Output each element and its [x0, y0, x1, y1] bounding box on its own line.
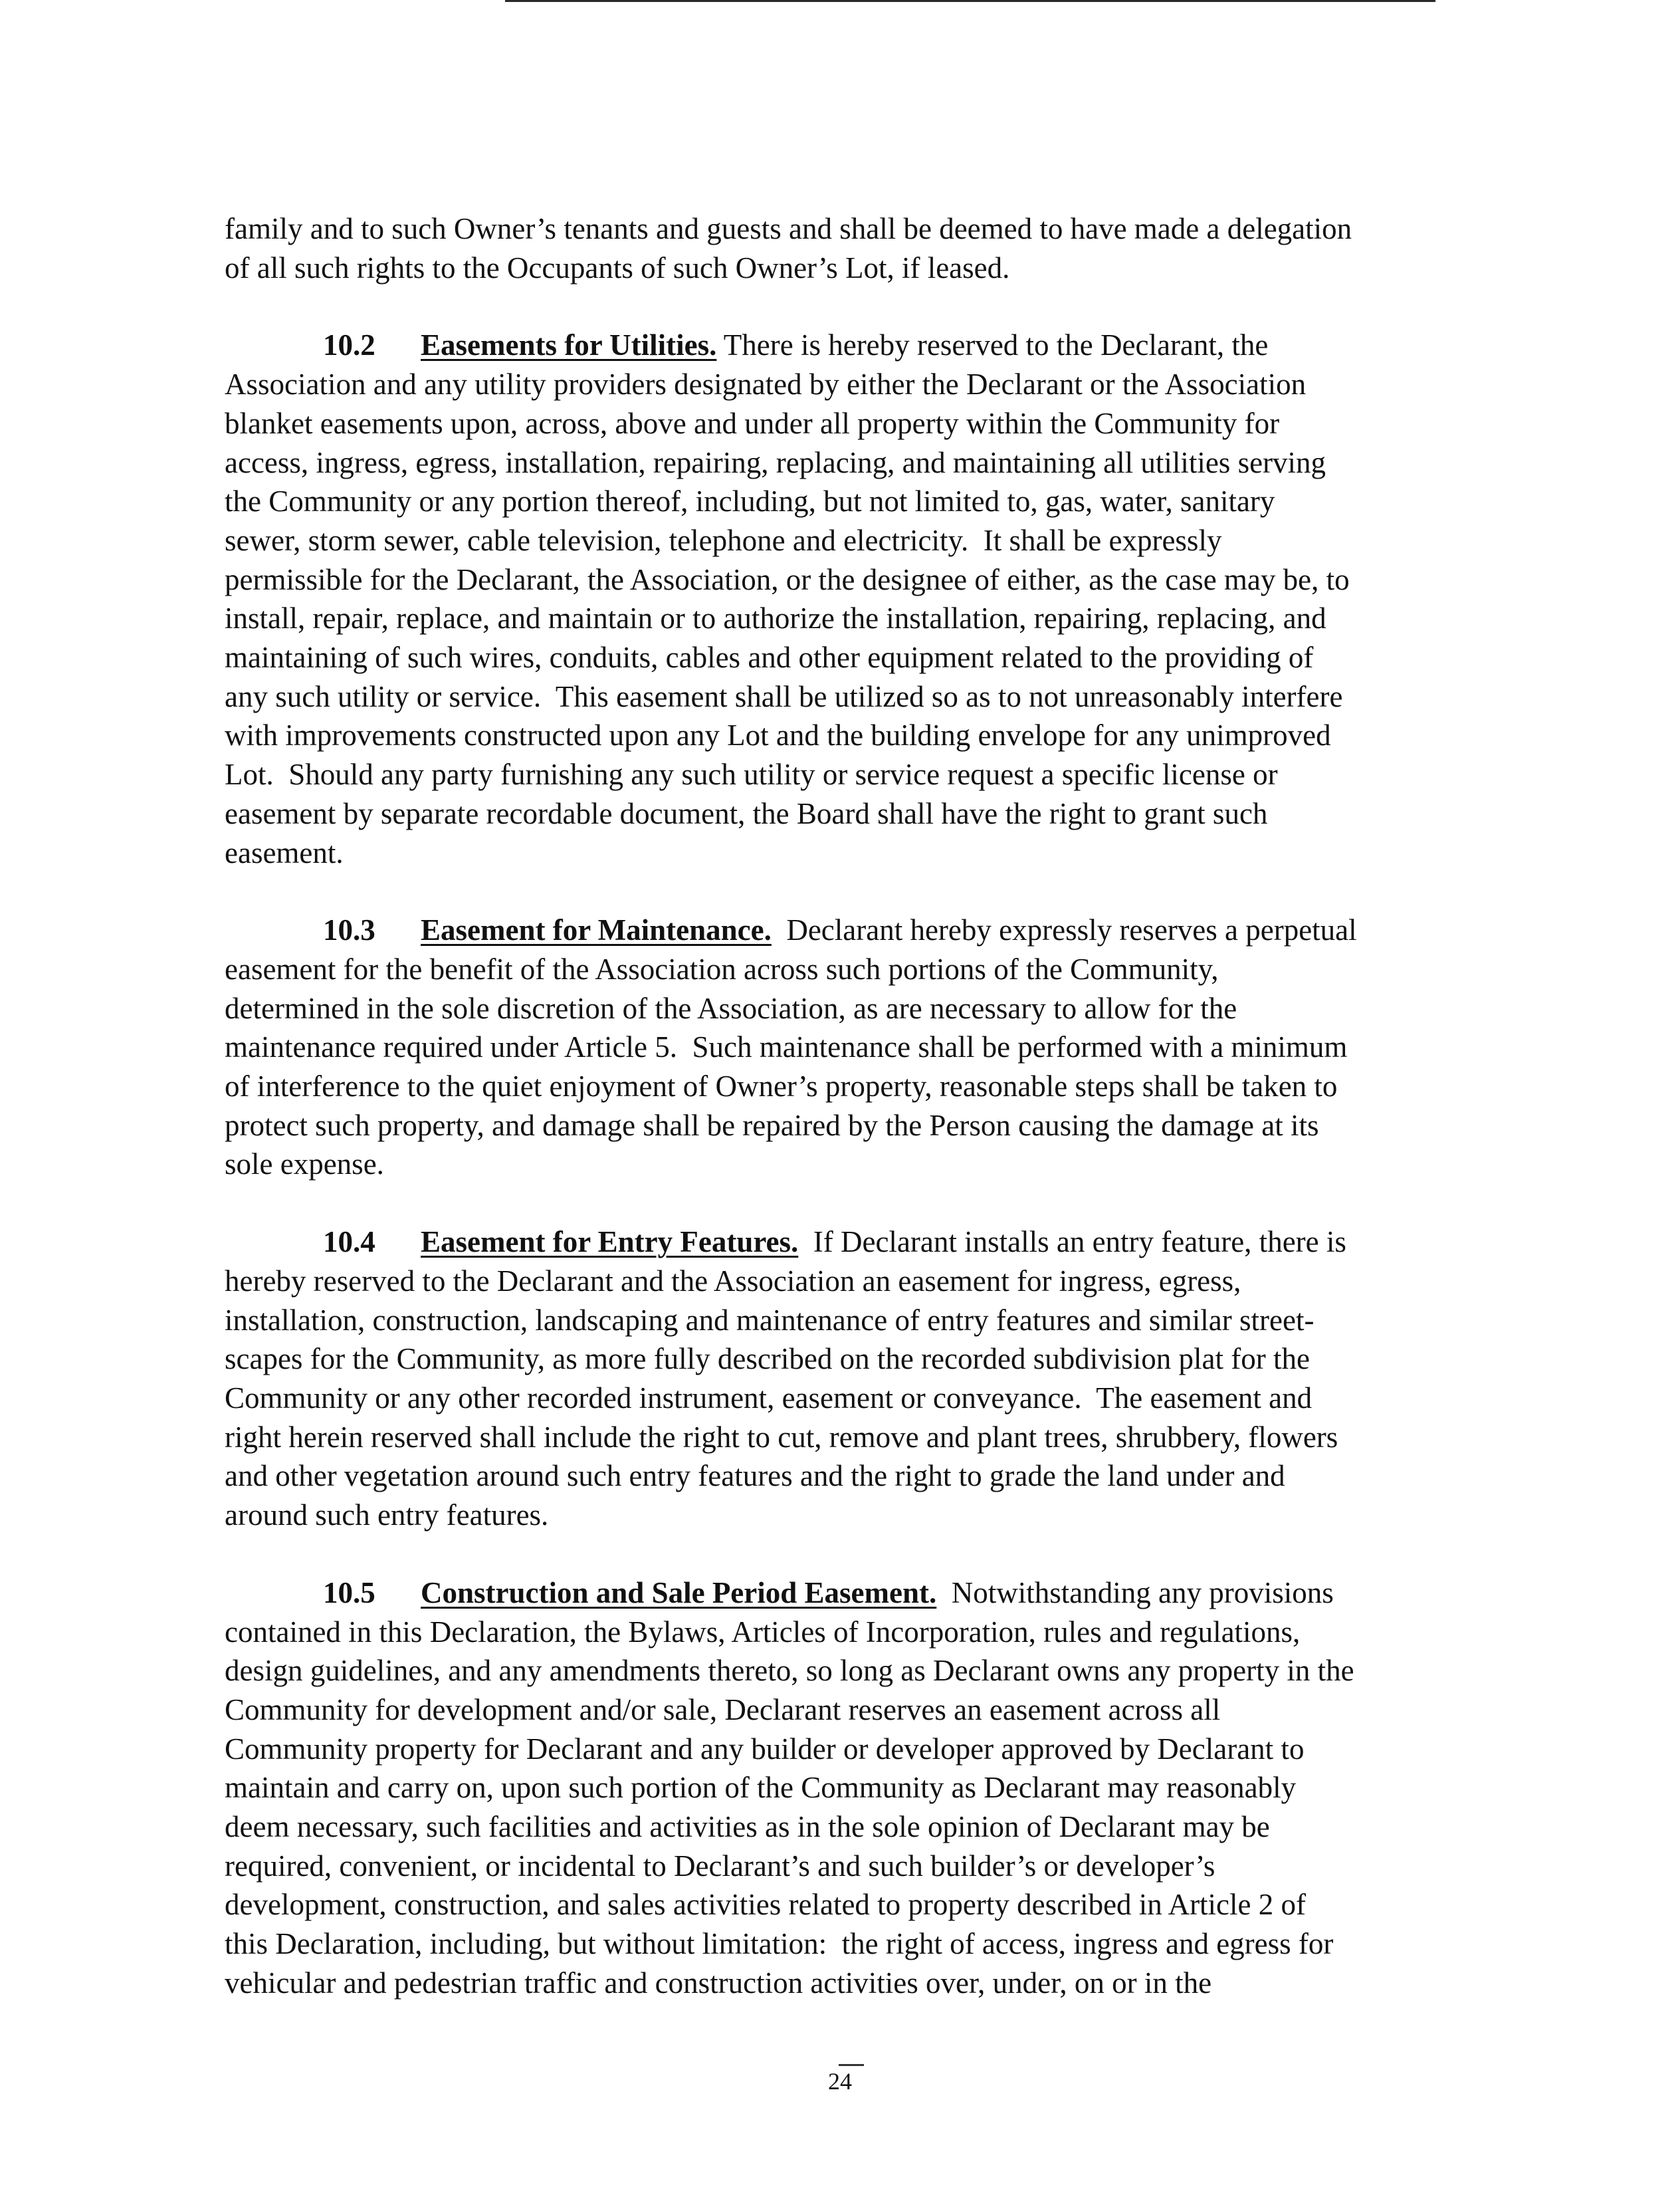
- text-line: permissible for the Declarant, the Association, or the designee of either, as the case may be, to: [225, 562, 1350, 596]
- text-line: maintenance required under Article 5. Such maintenance shall be performed with a minimum: [225, 1030, 1348, 1064]
- text-line: of interference to the quiet enjoyment of Owner’s property, reasonable steps shall be taken to: [225, 1070, 1338, 1103]
- section-title: Easements for Utilities.: [421, 328, 717, 362]
- text-line: sole expense.: [225, 1147, 384, 1181]
- section-title: Construction and Sale Period Easement.: [421, 1575, 937, 1609]
- text-line: family and to such Owner’s tenants and guests and shall be deemed to have made a delegation: [225, 212, 1352, 245]
- page-number: 24: [828, 2068, 852, 2095]
- section-10-4: [225, 1222, 1487, 1535]
- text-line: the Community or any portion thereof, including, but not limited to, gas, water, sanitary: [225, 485, 1275, 518]
- document-body: [225, 209, 1487, 2003]
- section-heading-line: [225, 326, 1487, 365]
- text-line: required, convenient, or incidental to Declarant’s and such builder’s or developer’s: [225, 1849, 1215, 1883]
- text-line: scapes for the Community, as more fully described on the recorded subdivision plat for the: [225, 1342, 1310, 1376]
- text-line: around such entry features.: [225, 1498, 549, 1532]
- text-line: this Declaration, including, but without limitation: the right of access, ingress and egress for: [225, 1927, 1334, 1961]
- section-number: 10.5: [323, 1575, 375, 1609]
- section-number: 10.3: [323, 913, 375, 947]
- text-line: development, construction, and sales activities related to property described in Article 2 of: [225, 1888, 1306, 1922]
- section-heading-line: [225, 1573, 1487, 1613]
- section-heading-line: [225, 911, 1487, 950]
- text-line: installation, construction, landscaping and maintenance of entry features and similar street-: [225, 1303, 1314, 1337]
- text-line: contained in this Declaration, the Bylaws, Articles of Incorporation, rules and regulations,: [225, 1615, 1301, 1649]
- page-number-rule: [839, 2064, 864, 2066]
- text-line: and other vegetation around such entry features and the right to grade the land under and: [225, 1459, 1285, 1493]
- text-line: Association and any utility providers designated by either the Declarant or the Association: [225, 368, 1307, 402]
- section-first-line-text: If Declarant installs an entry feature, there is: [798, 1225, 1346, 1259]
- section-title: Easement for Maintenance.: [421, 913, 772, 947]
- text-line: access, ingress, egress, installation, repairing, replacing, and maintaining all utilities serving: [225, 445, 1326, 479]
- text-line: any such utility or service. This easement shall be utilized so as to not unreasonably interfere: [225, 679, 1343, 713]
- section-first-line-text: Declarant hereby expressly reserves a perpetual: [771, 913, 1357, 947]
- text-line: easement.: [225, 836, 344, 869]
- text-line: Community or any other recorded instrument, easement or conveyance. The easement and: [225, 1381, 1312, 1415]
- section-first-line-text: There is hereby reserved to the Declarant, the: [716, 328, 1269, 362]
- section-10-2: [225, 326, 1487, 872]
- text-line: blanket easements upon, across, above and under all property within the Community for: [225, 406, 1280, 440]
- section-number: 10.2: [323, 328, 375, 362]
- text-line: deem necessary, such facilities and activities as in the sole opinion of Declarant may be: [225, 1810, 1270, 1844]
- text-line: easement by separate recordable document, the Board shall have the right to grant such: [225, 796, 1268, 830]
- text-line: Community property for Declarant and any builder or developer approved by Declarant to: [225, 1732, 1305, 1766]
- text-line: hereby reserved to the Declarant and the Association an easement for ingress, egress,: [225, 1264, 1241, 1298]
- section-heading-line: [225, 1222, 1487, 1262]
- section-10-5: [225, 1573, 1487, 2003]
- scan-top-border: [505, 0, 1435, 2]
- section-10-3: [225, 911, 1487, 1184]
- text-line: right herein reserved shall include the right to cut, remove and plant trees, shrubbery, flowers: [225, 1420, 1338, 1454]
- section-number: 10.4: [323, 1225, 375, 1259]
- text-line: with improvements constructed upon any Lot and the building envelope for any unimproved: [225, 719, 1331, 752]
- text-line: of all such rights to the Occupants of such Owner’s Lot, if leased.: [225, 251, 1010, 285]
- text-line: Community for development and/or sale, Declarant reserves an easement across all: [225, 1692, 1221, 1726]
- section-first-line-text: Notwithstanding any provisions: [936, 1575, 1334, 1609]
- text-line: maintain and carry on, upon such portion of the Community as Declarant may reasonably: [225, 1771, 1297, 1805]
- section-title: Easement for Entry Features.: [421, 1225, 799, 1259]
- intro-paragraph: [225, 209, 1487, 287]
- text-line: maintaining of such wires, conduits, cables and other equipment related to the providing of: [225, 641, 1314, 675]
- text-line: Lot. Should any party furnishing any such utility or service request a specific license or: [225, 758, 1278, 792]
- text-line: easement for the benefit of the Association across such portions of the Community,: [225, 952, 1219, 986]
- text-line: design guidelines, and any amendments thereto, so long as Declarant owns any property in the: [225, 1654, 1354, 1688]
- text-line: install, repair, replace, and maintain or to authorize the installation, repairing, replacing, and: [225, 602, 1326, 635]
- text-line: determined in the sole discretion of the Association, as are necessary to allow for the: [225, 991, 1237, 1025]
- text-line: sewer, storm sewer, cable television, telephone and electricity. It shall be expressly: [225, 523, 1222, 557]
- text-line: protect such property, and damage shall be repaired by the Person causing the damage at its: [225, 1108, 1319, 1142]
- text-line: vehicular and pedestrian traffic and construction activities over, under, on or in the: [225, 1966, 1212, 2000]
